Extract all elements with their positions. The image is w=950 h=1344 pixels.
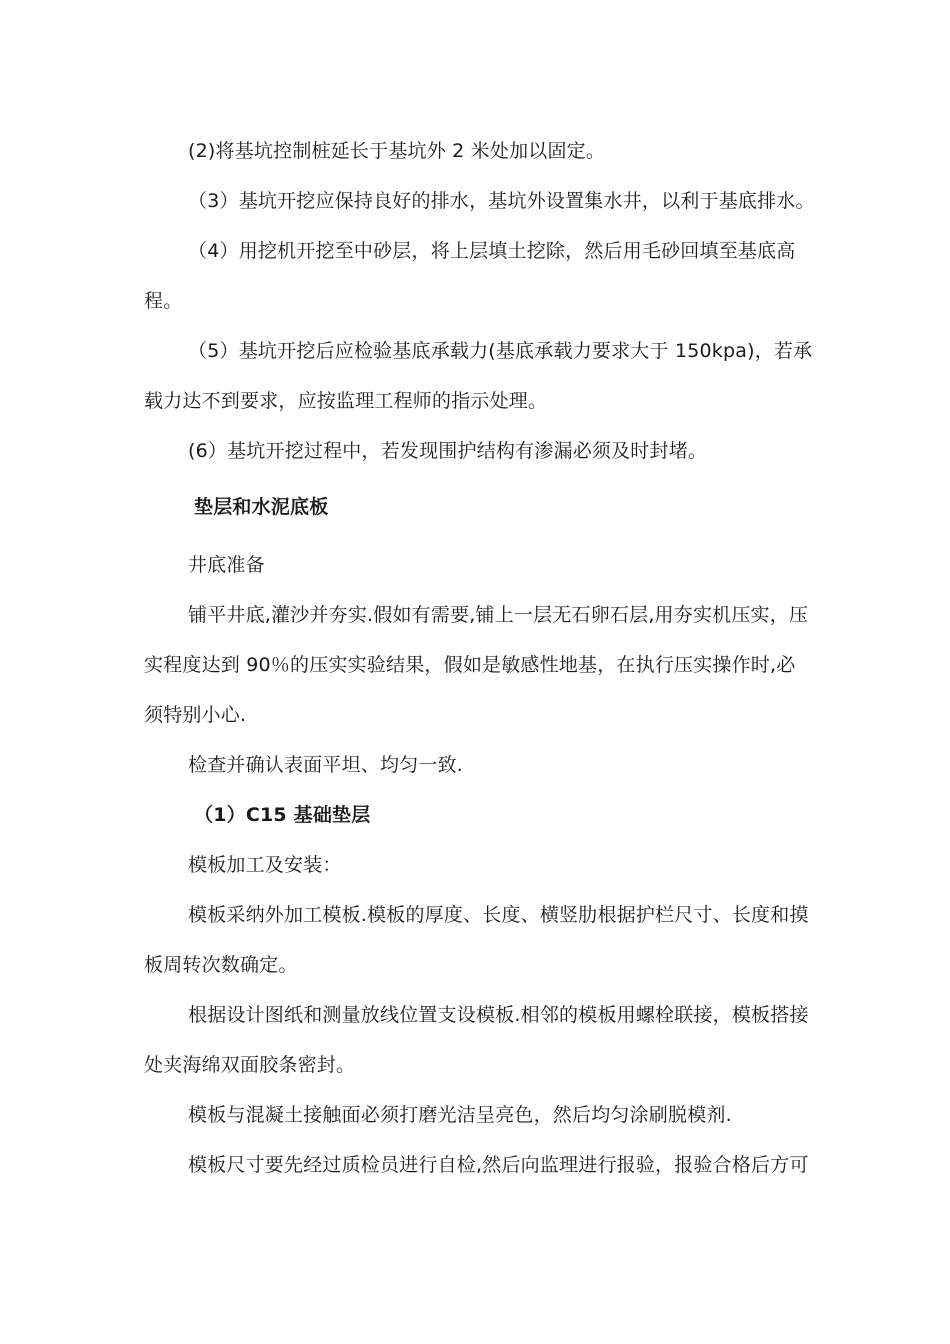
paragraph-line-6: 载力达不到要求，应按监理工程师的指示处理。 [144, 390, 548, 412]
paragraph-line-9: 实程度达到 90％的压实实验结果，假如是敏感性地基，在执行压实操作时,必 [144, 654, 796, 676]
item-heading: （1）C15 基础垫层 [194, 804, 371, 826]
paragraph-line-13: 模板采纳外加工模板.模板的厚度、长度、横竖肋根据护栏尺寸、长度和摸 [188, 904, 809, 926]
paragraph-line-14: 板周转次数确定。 [144, 954, 298, 976]
paragraph-line-17: 模板与混凝土接触面必须打磨光洁呈亮色，然后均匀涂刷脱模剂. [188, 1104, 732, 1126]
paragraph-line-15: 根据设计图纸和测量放线位置支设模板.相邻的模板用螺栓联接，模板搭接 [188, 1004, 809, 1026]
paragraph-line-1: (2)将基坑控制桩延长于基坑外 2 米处加以固定。 [188, 140, 606, 162]
section-heading: 垫层和水泥底板 [194, 496, 329, 518]
paragraph-line-11: 检查并确认表面平坦、均匀一致. [188, 754, 464, 776]
paragraph-line-12: 模板加工及安装： [188, 854, 342, 876]
paragraph-line-5: （5）基坑开挖后应检验基底承载力(基底承载力要求大于 150kpa)，若承 [188, 340, 813, 362]
paragraph-line-4: 程。 [144, 290, 183, 312]
paragraph-line-10: 须特别小心. [144, 704, 247, 726]
subsection-heading: 井底准备 [188, 554, 265, 576]
paragraph-line-7: (6）基坑开挖过程中，若发现围护结构有渗漏必须及时封堵。 [188, 440, 708, 462]
paragraph-line-18: 模板尺寸要先经过质检员进行自检,然后向监理进行报验，报验合格后方可 [188, 1154, 809, 1176]
paragraph-line-3: （4）用挖机开挖至中砂层，将上层填土挖除，然后用毛砂回填至基底高 [188, 240, 796, 262]
paragraph-line-16: 处夹海绵双面胶条密封。 [144, 1054, 356, 1076]
paragraph-line-2: （3）基坑开挖应保持良好的排水，基坑外设置集水井，以利于基底排水。 [188, 190, 815, 212]
paragraph-line-8: 铺平井底,灌沙并夯实.假如有需要,铺上一层无石卵石层,用夯实机压实，压 [188, 604, 809, 626]
